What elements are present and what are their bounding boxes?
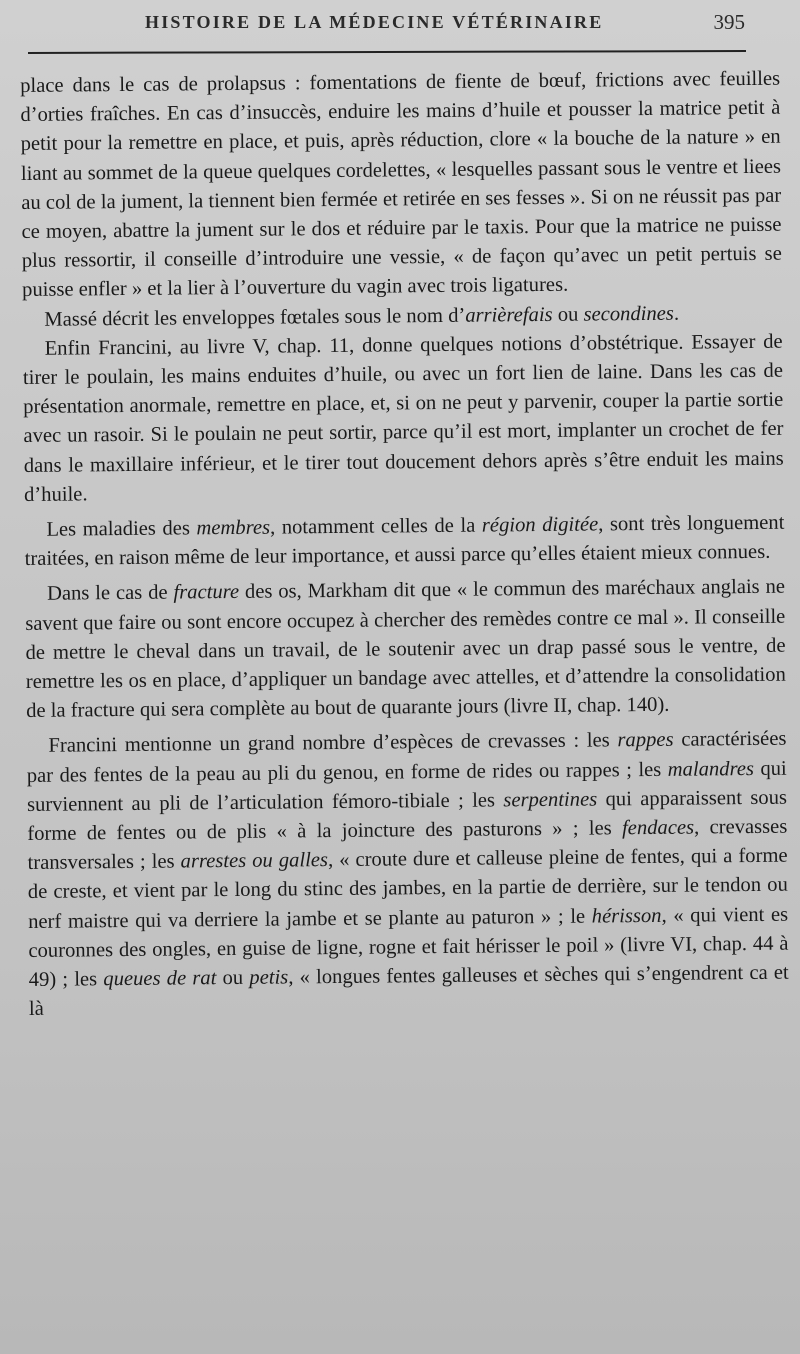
body-text — [20, 65, 789, 1025]
page-number: 395 — [713, 10, 745, 34]
paragraph-crevasses: Francini mentionne un grand nombre d’espèces de crevasses : les rappes caractérisées par des fentes de la peau au pli du genou, en forme de rides ou rappes ; les malandres qui surviennent au pli de l’articulation fémoro-tibiale ; les serpentines qui apparaissent sous forme de fentes ou de plis « à la joincture des pasturons » ; les fendaces, crevasses transversales ; les arrestes ou galles, « croute dure et calleuse pleine de fentes, qui a forme de creste, et vient par le long du stinc des jambes, en la partie de derrière, sur le tendon ou nerf maistre qui va derriere la jambe et se plante au paturon » ; le hérisson, « qui vient es couronnes des ongles, en guise de ligne, rogne et fait hérisser le poil » (livre VI, chap. 44 à 49) ; les queues de rat ou petis, « longues fentes galleuses et sèches qui s’engendrent ca et là — [26, 728, 789, 1021]
paragraph-fracture: Dans le cas de fracture des os, Markham dit que « le commun des maréchaux anglais ne savent que faire ou sont encore occupez à chercher des remèdes contre ce mal ». Il conseille de mettre le cheval dans un travail, de le soutenir avec un drap passé sous le ventre, de remettre les os en place, d’appliquer un bandage avec attelles, et d’attendre la consolidation de la fracture qui sera complète au bout de quarante jours (livre II, chap. 140). — [25, 576, 786, 723]
running-title: HISTOIRE DE LA MÉDECINE VÉTÉRINAIRE — [145, 12, 604, 32]
page-header — [145, 8, 745, 38]
paragraph-masse: Massé décrit les enveloppes fœtales sous le nom d’arrièrefais ou secondines. — [44, 302, 680, 331]
header-rule — [28, 50, 746, 54]
paragraph-prolapsus: place dans le cas de prolapsus : fomentations de fiente de bœuf, frictions avec feuilles d’orties fraîches. En cas d’insuccès, enduire les mains d’huile et pousser la matrice petit à petit pour la remettre en place, et puis, après réduction, clore « la bouche de la nature » en liant au sommet de la queue quelques cordelettes, « lesquelles passant sous le ventre et liees au col de la jument, la tiennent bien fermée et retirée en ses fesses ». Si on ne réussit pas par ce moyen, abattre la jument sur le dos et réduire par le taxis. Pour que la matrice ne puisse plus ressortir, il conseille d’introduire une vessie, « de façon qu’avec un petit pertuis se puisse enfler » et la lier à l’ouverture du vagin avec trois ligatures. — [20, 67, 782, 302]
paragraph-maladies-membres: Les maladies des membres, notamment celles de la région digitée, sont très longuement traitées, en raison même de leur importance, et aussi parce qu’elles étaient mieux connues. — [24, 511, 785, 571]
paragraph-francini-obstetrique: Enfin Francini, au livre V, chap. 11, donne quelques notions d’obstétrique. Essayer de tirer le poulain, les mains enduites d’huile, ou avec un fort lien de laine. Dans les cas de présentation anormale, remettre en place, et, si on ne peut y parvenir, couper la partie sortie avec un rasoir. Si le poulain ne peut sortir, parce qu’il est mort, implanter un crochet de fer dans le maxillaire inférieur, et le tirer tout doucement dehors après s’être enduit les mains d’huile. — [22, 330, 784, 506]
